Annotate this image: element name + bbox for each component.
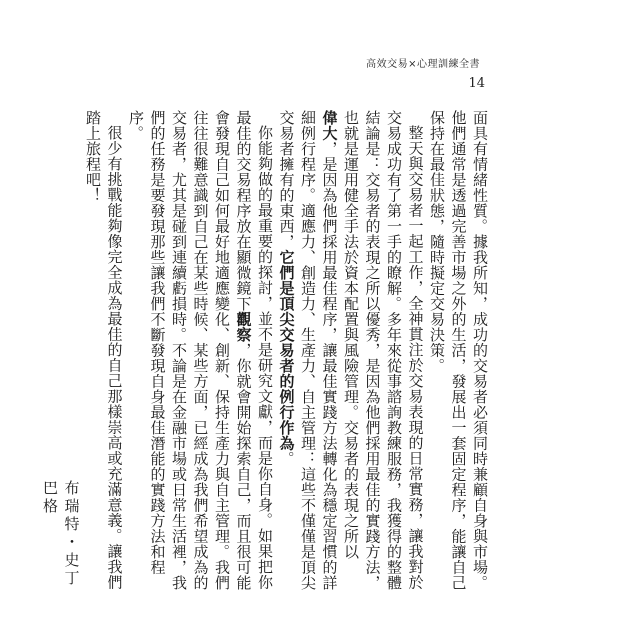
paragraph-1: 面具有情緒性質。據我所知，成功的交易者必須同時兼顧自身與市場。他們通常是透過完善市場之外的生活，發展出一套固定程序，能讓自己保持在最佳狀態，隨時擬定交易決策。 [428,110,489,591]
emphasis-observe: 觀察 [234,311,253,343]
paragraph-4 [125,110,276,600]
emphasis-great: 偉大 [320,110,339,141]
vertical-text-block [41,110,490,600]
paragraph-2: 整天與交易者一起工作，全神貫注於交易表現的日常實務，讓我對於交易成功有了第一手的瞭解。多年來從事諮詢教練服務，我獲得的整體結論是：交易者的表現之所以優秀，是因為他們採用最佳的實踐方法，也就是運用健全手法於資本配置與風險管理。交易者的表現之所以 [342,110,425,591]
paragraph-3 [275,110,340,600]
paragraph-4-text-a: 你能夠做的最重要的探討，並不是研究文獻，而是你自身。如果把你最佳的交易程序放在顯微鏡下 [234,110,274,590]
paragraph-5: 很少有挑戰能夠像完全成為最佳的自己那樣崇高或充滿意義。讓我們踏上旅程吧！ [84,110,124,590]
emphasis-routine: 它們是頂尖交易者的例行作為 [277,249,296,451]
paragraph-4-text-b: ，你就會開始探索自己，而且很可能會發現自己如何最好地適應變化、創新、保持生產力與自主管理。我們往往很難意識到自己在某些時候、某些方面，已經成為我們希望成為的交易者，尤其是碰到連續虧損時。不論是在金融市場或日常生活裡，我們的任務是要發現那些讓我們不斷發現自身最佳潛能的實踐方法和程序。 [127,110,253,591]
running-head: 高效交易×心理訓練全書 [366,59,480,70]
page-number: 14 [468,76,485,91]
paragraph-3-text: ，是因為他們採用最佳程序，讓最佳實踐方法轉化為穩定習慣的詳細例行程序。適應力、創造力、生產力、自主管理：這些不僅僅是頂尖交易者擁有的東西， [277,110,339,591]
paragraph-3-end: 。 [277,451,296,467]
author-signature: 布瑞特・史丁巴格 [41,480,81,588]
